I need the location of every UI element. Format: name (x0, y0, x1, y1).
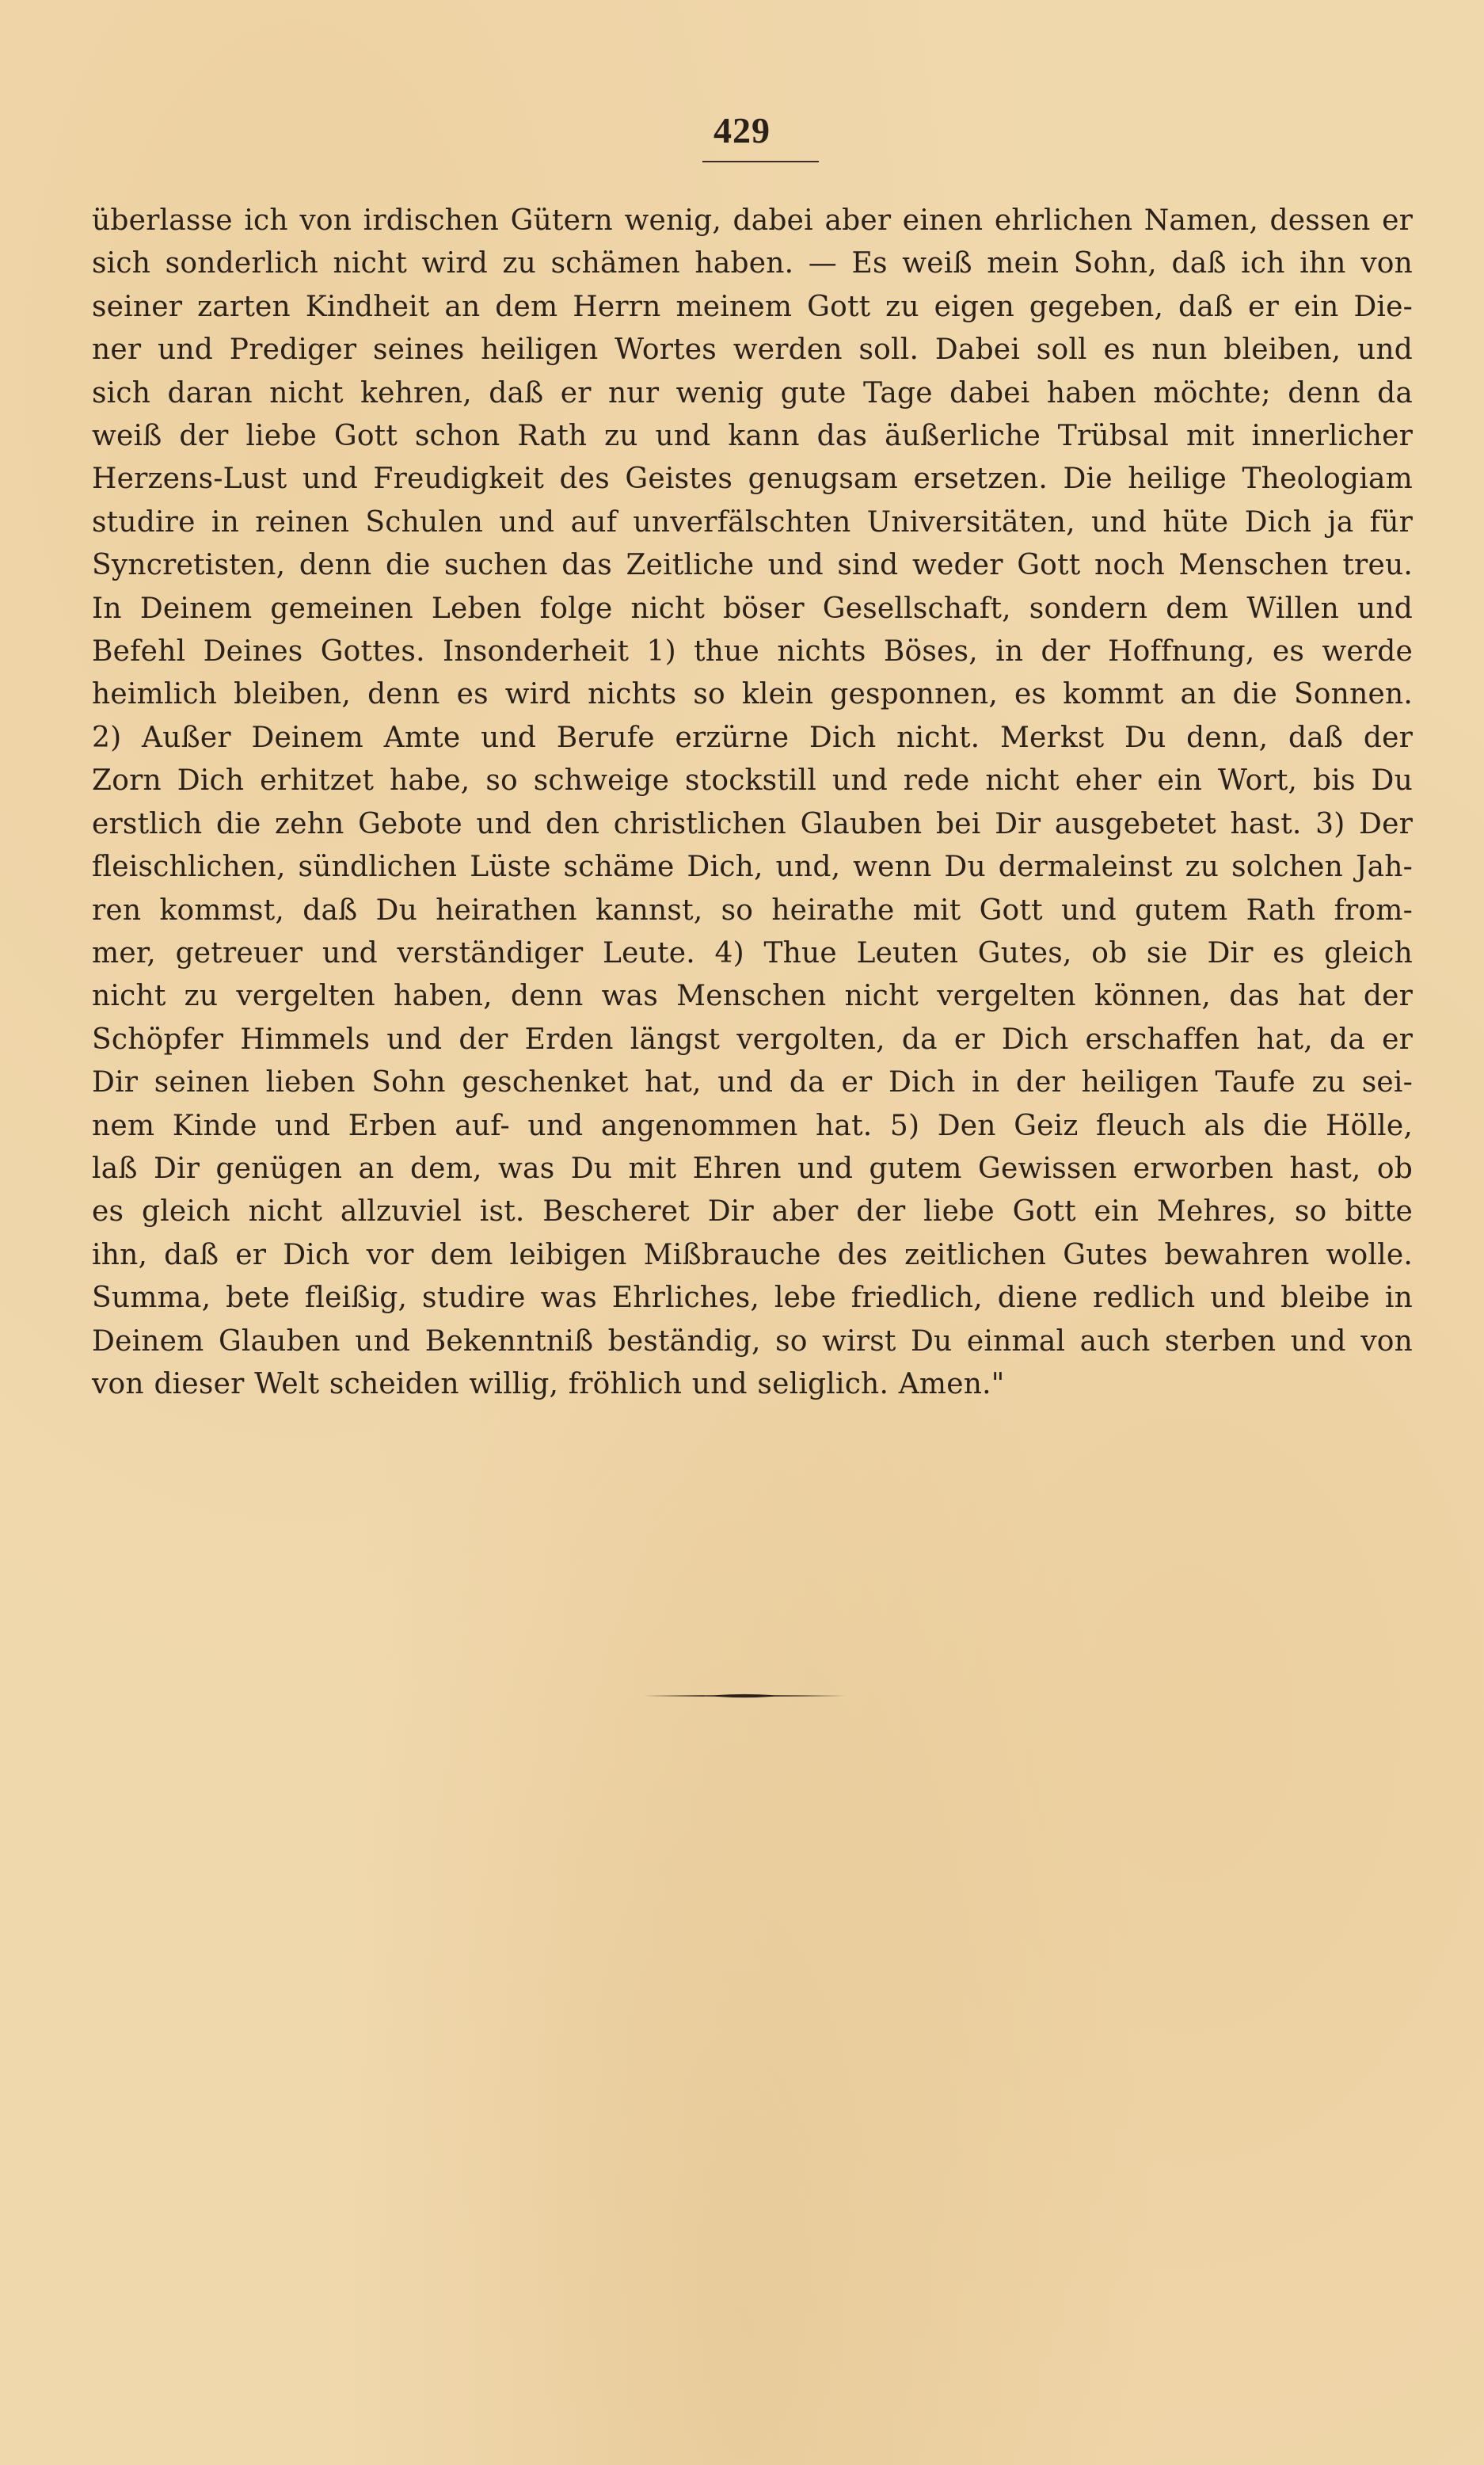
text-line: heimlich bleiben, denn es wird nichts so klein gesponnen, es kommt an die Sonnen. (92, 678, 1413, 711)
text-line: seiner zarten Kindheit an dem Herrn meinem Gott zu eigen gegeben, daß er ein Die- (92, 290, 1413, 323)
text-line: nem Kinde und Erben auf- und angenommen hat. 5) Den Geiz fleuch als die Hölle, (92, 1109, 1413, 1142)
text-line: Summa, bete fleißig, studire was Ehrliches, lebe friedlich, diene redlich und bleibe in (92, 1282, 1413, 1315)
text-line: weiß der liebe Gott schon Rath zu und kann das äußerliche Trübsal mit innerlicher (92, 420, 1413, 453)
text-line: In Deinem gemeinen Leben folge nicht böser Gesellschaft, sondern dem Willen und (92, 592, 1413, 625)
body-text (92, 200, 1413, 1406)
text-line: es gleich nicht allzuviel ist. Bescheret Dir aber der liebe Gott ein Mehres, so bitte (92, 1195, 1413, 1229)
text-line: Herzens-Lust und Freudigkeit des Geistes genugsam ersetzen. Die heilige Theologiam (92, 463, 1413, 496)
text-line: nicht zu vergelten haben, denn was Menschen nicht vergelten können, das hat der (92, 980, 1413, 1013)
text-line: ner und Prediger seines heiligen Wortes werden soll. Dabei soll es nun bleiben, und (92, 333, 1413, 367)
text-line: laß Dir genügen an dem, was Du mit Ehren und gutem Gewissen erworben hast, ob (92, 1152, 1413, 1185)
text-line: studire in reinen Schulen und auf unverfälschten Universitäten, und hüte Dich ja für (92, 505, 1413, 539)
text-line: fleischlichen, sündlichen Lüste schäme Dich, und, wenn Du dermaleinst zu solchen Jah- (92, 851, 1413, 884)
page-number: 429 (713, 110, 771, 150)
text-line: Befehl Deines Gottes. Insonderheit 1) thue nichts Böses, in der Hoffnung, es werde (92, 635, 1413, 669)
text-line: von dieser Welt scheiden willig, fröhlich und seliglich. Amen." (92, 1367, 1005, 1400)
text-line: überlasse ich von irdischen Gütern wenig, dabei aber einen ehrlichen Namen, dessen er (92, 204, 1413, 237)
end-ornament-rule (643, 1693, 846, 1699)
text-line: sich daran nicht kehren, daß er nur wenig gute Tage dabei haben möchte; denn da (92, 376, 1413, 410)
text-line: Syncretisten, denn die suchen das Zeitliche und sind weder Gott noch Menschen treu. (92, 549, 1413, 582)
text-line: sich sonderlich nicht wird zu schämen haben. — Es weiß mein Sohn, daß ich ihn von (92, 247, 1413, 280)
text-line: Zorn Dich erhitzet habe, so schweige stockstill und rede nicht eher ein Wort, bis Du (92, 764, 1413, 798)
text-line: Dir seinen lieben Sohn geschenket hat, und da er Dich in der heiligen Taufe zu sei- (92, 1066, 1413, 1099)
text-line: Deinem Glauben und Bekenntniß beständig, so wirst Du einmal auch sterben und von (92, 1324, 1413, 1358)
text-line: ren kommst, daß Du heirathen kannst, so heirathe mit Gott und gutem Rath from- (92, 893, 1413, 927)
text-line: mer, getreuer und verständiger Leute. 4) Thue Leuten Gutes, ob sie Dir es gleich (92, 936, 1413, 970)
text-line: Schöpfer Himmels und der Erden längst vergolten, da er Dich erschaffen hat, da er (92, 1023, 1413, 1056)
page-number-rule (702, 161, 819, 162)
text-line: 2) Außer Deinem Amte und Berufe erzürne Dich nicht. Merkst Du denn, daß der (92, 721, 1413, 754)
text-line: ihn, daß er Dich vor dem leibigen Mißbrauche des zeitlichen Gutes bewahren wolle. (92, 1238, 1413, 1271)
text-line: erstlich die zehn Gebote und den christlichen Glauben bei Dir ausgebetet hast. 3) Der (92, 807, 1413, 840)
